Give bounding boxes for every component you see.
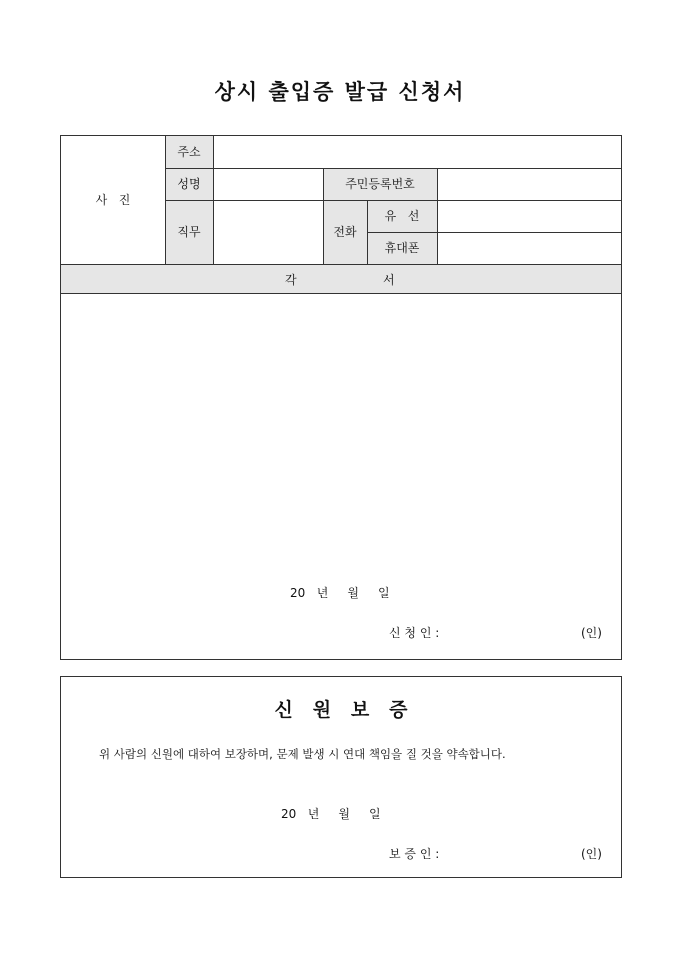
mobile-label: 휴대폰 (367, 232, 437, 264)
document-title: 상시 출입증 발급 신청서 (214, 79, 466, 104)
rrn-field[interactable] (437, 168, 621, 200)
pledge-date: 20 년 월 일 (290, 586, 390, 600)
guarantor-seal[interactable]: (인) (581, 847, 602, 861)
address-label: 주소 (165, 136, 213, 168)
pledge-header-left: 각 (285, 273, 297, 287)
landline-label: 유 선 (367, 200, 437, 232)
phone-label: 전화 (323, 200, 367, 264)
landline-field[interactable] (437, 200, 621, 232)
job-field[interactable] (213, 200, 323, 264)
applicant-label: 신 청 인 : (389, 626, 440, 640)
guarantee-title: 신 원 보 증 (274, 699, 408, 721)
pledge-body[interactable] (61, 294, 621, 659)
guarantee-statement: 위 사람의 신원에 대하여 보장하며, 문제 발생 시 연대 책임을 질 것을 약속합니다. (99, 747, 506, 761)
mobile-field[interactable] (437, 232, 621, 264)
pledge-header (61, 264, 621, 293)
guarantor-label: 보 증 인 : (389, 847, 440, 861)
guarantee-date: 20 년 월 일 (281, 807, 381, 821)
photo-area[interactable] (61, 136, 165, 264)
photo-label: 사 진 (95, 193, 131, 207)
address-field[interactable] (213, 136, 621, 168)
applicant-seal[interactable]: (인) (581, 626, 602, 640)
name-label: 성명 (165, 168, 213, 200)
pledge-header-right: 서 (383, 273, 395, 287)
name-field[interactable] (213, 168, 323, 200)
job-label: 직무 (165, 200, 213, 264)
application-form (60, 135, 622, 660)
rrn-label: 주민등록번호 (323, 168, 437, 200)
guarantee-box (60, 676, 622, 878)
